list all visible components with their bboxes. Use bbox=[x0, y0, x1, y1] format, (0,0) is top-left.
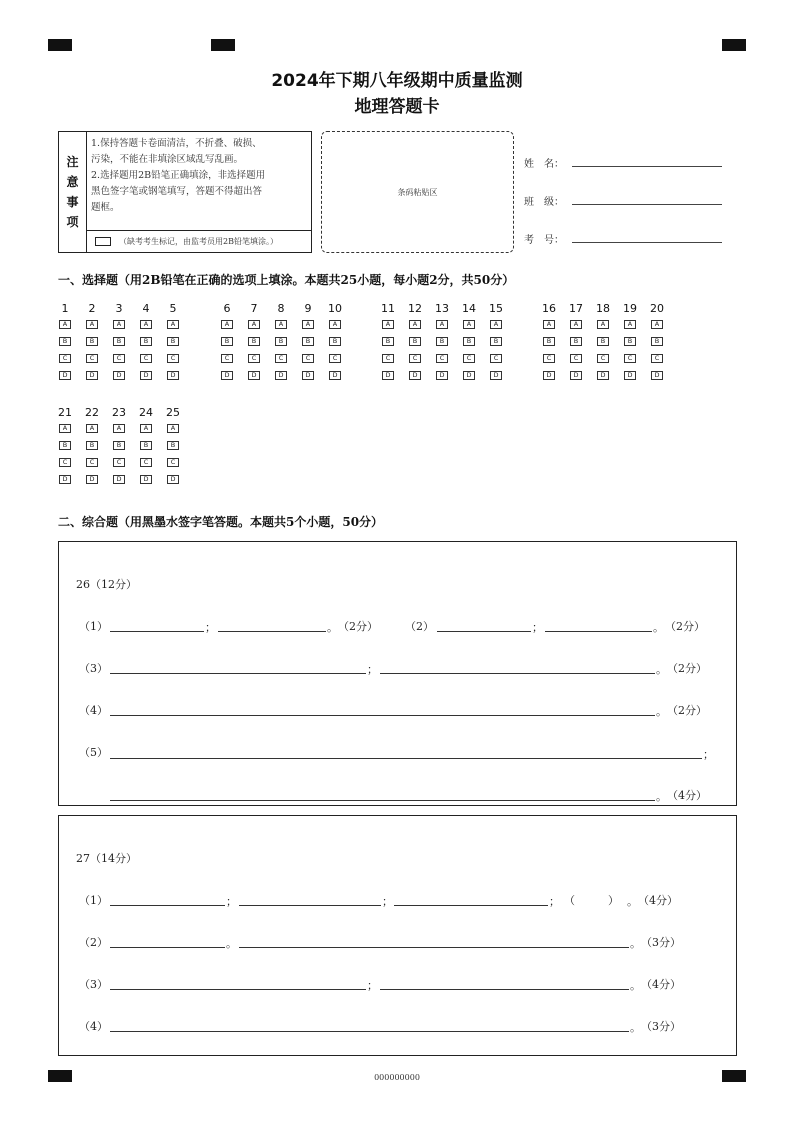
question-number: 4 bbox=[142, 302, 150, 315]
answer-bubble-b[interactable]: B bbox=[436, 337, 448, 346]
q26-separator: ； bbox=[205, 621, 216, 634]
answer-bubble-b[interactable]: B bbox=[382, 337, 394, 346]
name-label: 姓 名： bbox=[524, 159, 564, 170]
q26-answer-line[interactable] bbox=[218, 631, 326, 632]
answer-bubble-d[interactable]: D bbox=[221, 371, 233, 380]
answer-bubble-d[interactable]: D bbox=[382, 371, 394, 380]
q26-period: 。 bbox=[653, 621, 664, 634]
answer-bubble-c[interactable]: C bbox=[113, 354, 125, 363]
registration-mark bbox=[48, 39, 72, 51]
answer-bubble-a[interactable]: A bbox=[113, 424, 125, 433]
q26-answer-line[interactable] bbox=[110, 715, 655, 716]
q27-part2-label: （2） bbox=[79, 936, 108, 949]
q26-period: 。 bbox=[656, 705, 667, 718]
answer-bubble-b[interactable]: B bbox=[463, 337, 475, 346]
answer-bubble-b[interactable]: B bbox=[221, 337, 233, 346]
answer-bubble-c[interactable]: C bbox=[86, 458, 98, 467]
barcode-label: 条码粘贴区 bbox=[397, 187, 438, 197]
q26-score: （2分） bbox=[667, 662, 707, 675]
answer-bubble-b[interactable]: B bbox=[113, 337, 125, 346]
barcode-area bbox=[321, 131, 514, 253]
question-number: 2 bbox=[88, 302, 96, 315]
answer-bubble-b[interactable]: B bbox=[140, 441, 152, 450]
q26-answer-line[interactable] bbox=[437, 631, 531, 632]
q27-answer-line[interactable] bbox=[239, 905, 381, 906]
class-field[interactable] bbox=[572, 204, 722, 205]
notice-text bbox=[91, 136, 305, 216]
question-number: 23 bbox=[112, 406, 126, 419]
answer-bubble-a[interactable]: A bbox=[86, 424, 98, 433]
q26-score: （2分） bbox=[667, 704, 707, 717]
answer-bubble-a[interactable]: A bbox=[382, 320, 394, 329]
question-number: 19 bbox=[623, 302, 637, 315]
answer-bubble-d[interactable]: D bbox=[329, 371, 341, 380]
notice-side-label bbox=[59, 132, 87, 252]
answer-bubble-b[interactable]: B bbox=[597, 337, 609, 346]
answer-bubble-c[interactable]: C bbox=[59, 458, 71, 467]
answer-bubble-c[interactable]: C bbox=[113, 458, 125, 467]
answer-bubble-a[interactable]: A bbox=[597, 320, 609, 329]
q27-period: 。 bbox=[627, 895, 638, 908]
q27-score: （3分） bbox=[641, 936, 681, 949]
answer-bubble-b[interactable]: B bbox=[651, 337, 663, 346]
answer-bubble-d[interactable]: D bbox=[167, 371, 179, 380]
answer-bubble-a[interactable]: A bbox=[463, 320, 475, 329]
answer-bubble-a[interactable]: A bbox=[409, 320, 421, 329]
notice-side-char: 项 bbox=[66, 215, 79, 229]
answer-bubble-c[interactable]: C bbox=[624, 354, 636, 363]
q27-separator: ； bbox=[367, 979, 378, 992]
answer-bubble-a[interactable]: A bbox=[275, 320, 287, 329]
q27-answer-line[interactable] bbox=[239, 947, 629, 948]
answer-bubble-a[interactable]: A bbox=[140, 424, 152, 433]
answer-bubble-b[interactable]: B bbox=[570, 337, 582, 346]
question-number: 25 bbox=[166, 406, 180, 419]
q27-answer-line[interactable] bbox=[110, 989, 366, 990]
q26-separator: ； bbox=[703, 748, 714, 761]
question-number: 9 bbox=[304, 302, 312, 315]
q27-answer-box bbox=[58, 815, 737, 1056]
question-number: 11 bbox=[381, 302, 395, 315]
answer-bubble-d[interactable]: D bbox=[86, 475, 98, 484]
name-field[interactable] bbox=[572, 166, 722, 167]
q26-score: （2分） bbox=[338, 620, 378, 633]
answer-bubble-b[interactable]: B bbox=[490, 337, 502, 346]
q26-part5-label: （5） bbox=[79, 746, 108, 759]
page-subtitle: 地理答题卡 bbox=[354, 97, 440, 117]
answer-bubble-d[interactable]: D bbox=[490, 371, 502, 380]
answer-bubble-d[interactable]: D bbox=[113, 475, 125, 484]
notice-line: 污染，不能在非填涂区域乱写乱画。 bbox=[91, 154, 244, 165]
answer-bubble-b[interactable]: B bbox=[329, 337, 341, 346]
answer-bubble-a[interactable]: A bbox=[436, 320, 448, 329]
answer-bubble-a[interactable]: A bbox=[167, 320, 179, 329]
answer-bubble-c[interactable]: C bbox=[59, 354, 71, 363]
answer-bubble-b[interactable]: B bbox=[140, 337, 152, 346]
answer-bubble-d[interactable]: D bbox=[651, 371, 663, 380]
notice-line: 1.保持答题卡卷面清洁，不折叠、破损、 bbox=[91, 138, 262, 149]
notice-side-char: 注 bbox=[66, 155, 79, 169]
q27-score: （4分） bbox=[638, 894, 678, 907]
answer-bubble-c[interactable]: C bbox=[382, 354, 394, 363]
answer-bubble-b[interactable]: B bbox=[59, 441, 71, 450]
answer-bubble-d[interactable]: D bbox=[167, 475, 179, 484]
answer-bubble-a[interactable]: A bbox=[140, 320, 152, 329]
notice-line: 2.选择题用2B铅笔正确填涂，非选择题用 bbox=[91, 170, 266, 181]
question-number: 6 bbox=[223, 302, 231, 315]
answer-bubble-d[interactable]: D bbox=[113, 371, 125, 380]
answer-bubble-a[interactable]: A bbox=[543, 320, 555, 329]
q27-period: 。 bbox=[630, 937, 641, 950]
answer-bubble-d[interactable]: D bbox=[140, 371, 152, 380]
page-title: 2024年下期八年级期中质量监测 bbox=[271, 71, 523, 91]
absent-mark-box[interactable] bbox=[95, 237, 111, 246]
q27-answer-line[interactable] bbox=[110, 905, 225, 906]
answer-bubble-c[interactable]: C bbox=[570, 354, 582, 363]
answer-bubble-c[interactable]: C bbox=[248, 354, 260, 363]
notice-side-char: 事 bbox=[66, 195, 79, 209]
q26-part3-label: （3） bbox=[79, 662, 108, 675]
answer-bubble-a[interactable]: A bbox=[624, 320, 636, 329]
answer-bubble-d[interactable]: D bbox=[140, 475, 152, 484]
q26-part1-label: （1） bbox=[79, 620, 108, 633]
q27-answer-line[interactable] bbox=[110, 947, 225, 948]
question-number: 21 bbox=[58, 406, 72, 419]
exam-no-field[interactable] bbox=[572, 242, 722, 243]
answer-bubble-b[interactable]: B bbox=[86, 337, 98, 346]
answer-bubble-b[interactable]: B bbox=[167, 441, 179, 450]
answer-bubble-c[interactable]: C bbox=[543, 354, 555, 363]
answer-bubble-d[interactable]: D bbox=[86, 371, 98, 380]
answer-bubble-a[interactable]: A bbox=[490, 320, 502, 329]
q26-part4-label: （4） bbox=[79, 704, 108, 717]
answer-bubble-b[interactable]: B bbox=[275, 337, 287, 346]
q27-answer-line[interactable] bbox=[380, 989, 629, 990]
q26-answer-line[interactable] bbox=[110, 800, 655, 801]
answer-bubble-d[interactable]: D bbox=[248, 371, 260, 380]
answer-bubble-a[interactable]: A bbox=[248, 320, 260, 329]
answer-bubble-b[interactable]: B bbox=[113, 441, 125, 450]
answer-bubble-a[interactable]: A bbox=[167, 424, 179, 433]
absent-note: （缺考考生标记，由监考员用2B铅笔填涂。） bbox=[119, 237, 278, 246]
answer-bubble-c[interactable]: C bbox=[436, 354, 448, 363]
answer-bubble-b[interactable]: B bbox=[167, 337, 179, 346]
answer-bubble-a[interactable]: A bbox=[86, 320, 98, 329]
answer-bubble-d[interactable]: D bbox=[409, 371, 421, 380]
answer-bubble-c[interactable]: C bbox=[651, 354, 663, 363]
q27-separator: ； bbox=[382, 895, 393, 908]
question-number: 17 bbox=[569, 302, 583, 315]
question-number: 12 bbox=[408, 302, 422, 315]
answer-bubble-c[interactable]: C bbox=[275, 354, 287, 363]
question-number: 22 bbox=[85, 406, 99, 419]
q26-answer-line[interactable] bbox=[380, 673, 655, 674]
q26-header: 26（12分） bbox=[76, 578, 137, 591]
answer-bubble-d[interactable]: D bbox=[624, 371, 636, 380]
q26-separator: ； bbox=[367, 663, 378, 676]
registration-mark bbox=[211, 39, 235, 51]
q26-answer-line[interactable] bbox=[545, 631, 652, 632]
notice-line: 题框。 bbox=[91, 202, 120, 213]
question-number: 15 bbox=[489, 302, 503, 315]
answer-bubble-c[interactable]: C bbox=[329, 354, 341, 363]
section2-title: 二、综合题（用黑墨水签字笔答题。本题共5个小题，50分） bbox=[58, 515, 384, 529]
q26-period: 。 bbox=[656, 663, 667, 676]
answer-bubble-c[interactable]: C bbox=[302, 354, 314, 363]
exam-no-label: 考 号： bbox=[524, 235, 564, 246]
q26-period: 。 bbox=[656, 790, 667, 803]
q27-header: 27（14分） bbox=[76, 852, 137, 865]
q26-part2-label: （2） bbox=[405, 620, 434, 633]
answer-bubble-b[interactable]: B bbox=[624, 337, 636, 346]
answer-bubble-c[interactable]: C bbox=[167, 458, 179, 467]
question-number: 8 bbox=[277, 302, 285, 315]
question-number: 18 bbox=[596, 302, 610, 315]
notice-box bbox=[58, 131, 312, 253]
q27-period: 。 bbox=[630, 1021, 641, 1034]
answer-bubble-d[interactable]: D bbox=[570, 371, 582, 380]
answer-bubble-a[interactable]: A bbox=[113, 320, 125, 329]
answer-bubble-c[interactable]: C bbox=[409, 354, 421, 363]
question-number: 5 bbox=[169, 302, 177, 315]
question-number: 24 bbox=[139, 406, 153, 419]
answer-bubble-c[interactable]: C bbox=[221, 354, 233, 363]
answer-bubble-d[interactable]: D bbox=[302, 371, 314, 380]
answer-bubble-b[interactable]: B bbox=[86, 441, 98, 450]
answer-bubble-a[interactable]: A bbox=[59, 424, 71, 433]
q27-score: （4分） bbox=[641, 978, 681, 991]
q26-answer-box bbox=[58, 541, 737, 806]
q27-part1-label: （1） bbox=[79, 894, 108, 907]
footer-code: 000000000 bbox=[374, 1073, 420, 1082]
q27-blank-paren[interactable]: （ ） bbox=[564, 894, 619, 907]
answer-bubble-c[interactable]: C bbox=[86, 354, 98, 363]
answer-bubble-b[interactable]: B bbox=[543, 337, 555, 346]
answer-bubble-d[interactable]: D bbox=[59, 371, 71, 380]
question-number: 3 bbox=[115, 302, 123, 315]
question-number: 14 bbox=[462, 302, 476, 315]
q27-period: 。 bbox=[630, 979, 641, 992]
answer-bubble-d[interactable]: D bbox=[597, 371, 609, 380]
answer-bubble-d[interactable]: D bbox=[463, 371, 475, 380]
q26-score: （2分） bbox=[665, 620, 705, 633]
answer-bubble-a[interactable]: A bbox=[570, 320, 582, 329]
q27-score: （3分） bbox=[641, 1020, 681, 1033]
question-number: 7 bbox=[250, 302, 258, 315]
question-number: 10 bbox=[328, 302, 342, 315]
answer-bubble-c[interactable]: C bbox=[597, 354, 609, 363]
q27-separator: ； bbox=[549, 895, 560, 908]
answer-bubble-a[interactable]: A bbox=[329, 320, 341, 329]
q26-score: （4分） bbox=[667, 789, 707, 802]
answer-bubble-c[interactable]: C bbox=[490, 354, 502, 363]
q27-answer-line[interactable] bbox=[110, 1031, 629, 1032]
answer-bubble-d[interactable]: D bbox=[275, 371, 287, 380]
answer-bubble-b[interactable]: B bbox=[248, 337, 260, 346]
answer-bubble-b[interactable]: B bbox=[302, 337, 314, 346]
question-number: 16 bbox=[542, 302, 556, 315]
answer-bubble-b[interactable]: B bbox=[409, 337, 421, 346]
answer-bubble-a[interactable]: A bbox=[221, 320, 233, 329]
answer-bubble-c[interactable]: C bbox=[463, 354, 475, 363]
class-label: 班 级： bbox=[524, 197, 564, 208]
answer-bubble-a[interactable]: A bbox=[651, 320, 663, 329]
answer-bubble-a[interactable]: A bbox=[302, 320, 314, 329]
notice-line: 黑色签字笔或钢笔填写，答题不得超出答 bbox=[91, 186, 263, 197]
notice-side-char: 意 bbox=[66, 175, 79, 189]
q26-answer-line[interactable] bbox=[110, 673, 366, 674]
answer-bubble-d[interactable]: D bbox=[436, 371, 448, 380]
registration-mark bbox=[722, 39, 746, 51]
answer-bubble-d[interactable]: D bbox=[543, 371, 555, 380]
question-number: 1 bbox=[61, 302, 69, 315]
q26-separator: ； bbox=[532, 621, 543, 634]
question-number: 13 bbox=[435, 302, 449, 315]
section1-title: 一、选择题（用2B铅笔在正确的选项上填涂。本题共25小题，每小题2分，共50分） bbox=[58, 273, 515, 287]
answer-bubble-c[interactable]: C bbox=[167, 354, 179, 363]
q26-answer-line[interactable] bbox=[110, 758, 702, 759]
question-number: 20 bbox=[650, 302, 664, 315]
q27-part3-label: （3） bbox=[79, 978, 108, 991]
q27-period: 。 bbox=[226, 937, 237, 950]
answer-bubble-a[interactable]: A bbox=[59, 320, 71, 329]
q27-answer-line[interactable] bbox=[394, 905, 548, 906]
answer-bubble-b[interactable]: B bbox=[59, 337, 71, 346]
q26-period: 。 bbox=[327, 621, 338, 634]
q26-answer-line[interactable] bbox=[110, 631, 204, 632]
q27-part4-label: （4） bbox=[79, 1020, 108, 1033]
answer-bubble-d[interactable]: D bbox=[59, 475, 71, 484]
q27-separator: ； bbox=[226, 895, 237, 908]
answer-bubble-c[interactable]: C bbox=[140, 458, 152, 467]
absent-mark-row bbox=[87, 230, 311, 252]
answer-bubble-c[interactable]: C bbox=[140, 354, 152, 363]
